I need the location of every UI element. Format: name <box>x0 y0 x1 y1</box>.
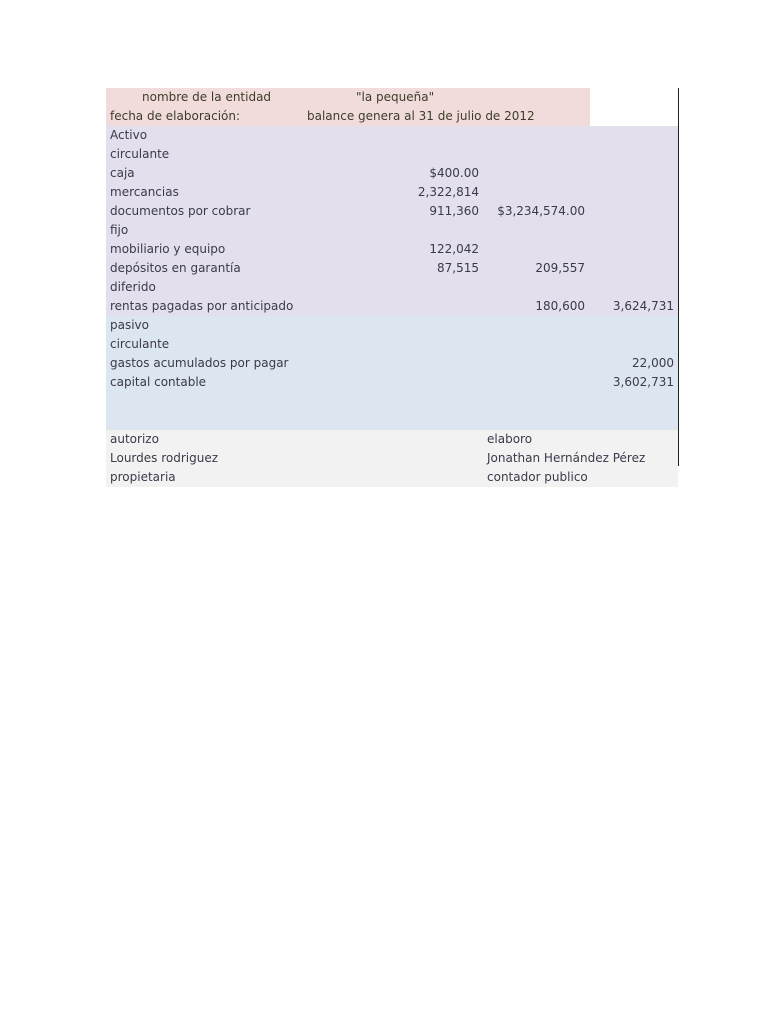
balance-sheet <box>106 88 678 487</box>
header-row-date <box>106 107 590 126</box>
documentos-amount: 911,360 <box>429 204 479 218</box>
sheet-right-border <box>678 88 679 466</box>
mobiliario-amount: 122,042 <box>429 242 479 256</box>
capital-total: 3,602,731 <box>612 375 674 389</box>
gastos-label: gastos acumulados por pagar <box>110 356 289 370</box>
caja-amount: $400.00 <box>429 166 479 180</box>
table-row <box>106 240 678 259</box>
table-row <box>106 183 678 202</box>
activo-circulante-label: circulante <box>110 147 170 161</box>
pasivo-circulante-label: circulante <box>110 337 170 351</box>
table-row <box>106 354 678 373</box>
pasivo-title: pasivo <box>110 318 149 332</box>
depositos-label: depósitos en garantía <box>110 261 241 275</box>
mobiliario-label: mobiliario y equipo <box>110 242 226 256</box>
fijo-subtotal: 209,557 <box>535 261 585 275</box>
circulante-subtotal: $3,234,574.00 <box>497 204 585 218</box>
elaboro-name: Jonathan Hernández Pérez <box>487 451 646 465</box>
elaboro-role: contador publico <box>487 470 588 484</box>
fijo-label: fijo <box>110 223 129 237</box>
capital-label: capital contable <box>110 375 207 389</box>
signatures-section <box>106 430 678 487</box>
activo-section <box>106 126 678 316</box>
mercancias-label: mercancias <box>110 185 179 199</box>
autorizo-label: autorizo <box>110 432 159 446</box>
date-label: fecha de elaboración: <box>110 109 241 123</box>
entity-label: nombre de la entidad <box>142 90 272 104</box>
mercancias-amount: 2,322,814 <box>417 185 479 199</box>
pasivo-section <box>106 316 678 430</box>
rentas-label: rentas pagadas por anticipado <box>110 299 294 313</box>
table-row <box>106 202 678 221</box>
autorizo-role: propietaria <box>110 470 176 484</box>
gastos-total: 22,000 <box>632 356 674 370</box>
elaboro-label: elaboro <box>487 432 533 446</box>
table-row <box>106 259 678 278</box>
activo-title: Activo <box>110 128 148 142</box>
documentos-label: documentos por cobrar <box>110 204 251 218</box>
activo-total: 3,624,731 <box>612 299 674 313</box>
table-row <box>106 297 678 316</box>
date-value: balance genera al 31 de julio de 2012 <box>307 109 535 123</box>
diferido-label: diferido <box>110 280 156 294</box>
autorizo-name: Lourdes rodriguez <box>110 451 219 465</box>
entity-name: "la pequeña" <box>356 90 435 104</box>
empty-row <box>106 392 678 411</box>
depositos-amount: 87,515 <box>437 261 479 275</box>
table-row <box>106 164 678 183</box>
header-row-entity <box>106 88 590 107</box>
caja-label: caja <box>110 166 135 180</box>
diferido-subtotal: 180,600 <box>535 299 585 313</box>
table-row <box>106 373 678 392</box>
empty-row <box>106 411 678 430</box>
